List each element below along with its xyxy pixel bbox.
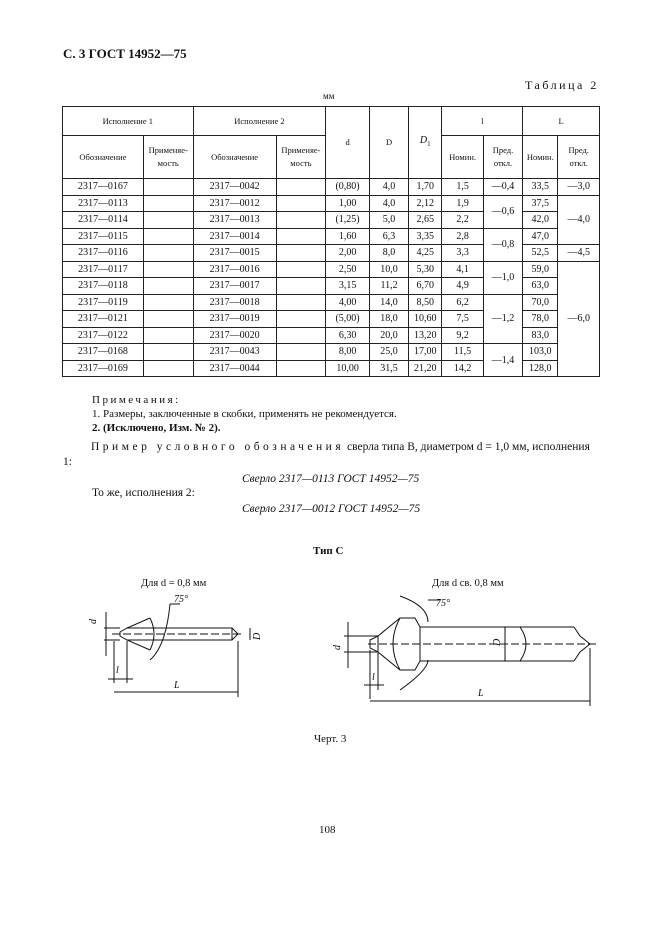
table-cell: 2317—0014	[193, 228, 276, 245]
table-cell: 1,00	[326, 195, 370, 212]
table-cell: —4,0	[558, 195, 600, 245]
right-dim-D: D	[492, 638, 503, 646]
table-cell: 47,0	[523, 228, 558, 245]
table-cell: 2317—0118	[63, 278, 144, 295]
table-cell: 2317—0117	[63, 261, 144, 278]
unit-label: мм	[323, 91, 335, 101]
table-cell: 14,0	[369, 294, 408, 311]
table-cell: 11,2	[369, 278, 408, 295]
table-cell: 2317—0168	[63, 344, 144, 361]
left-dim-l: l	[116, 665, 119, 676]
example-text: сверла типа В, диаметром d = 1,0 мм, исполнения 1:	[63, 441, 590, 468]
table-cell: 2317—0017	[193, 278, 276, 295]
table-cell: 103,0	[523, 344, 558, 361]
table-cell: 4,0	[369, 195, 408, 212]
fig-right-caption: Для d св. 0,8 мм	[432, 578, 504, 589]
formula-exec1: Сверло 2317—0113 ГОСТ 14952—75	[242, 473, 420, 485]
table-cell: —1,2	[483, 294, 522, 344]
note-item-2: 2. (Исключено, Изм. № 2).	[92, 422, 221, 434]
table-cell: 21,20	[409, 360, 442, 377]
header-l-deviation: Пред. откл.	[483, 136, 522, 179]
header-d: d	[326, 107, 370, 179]
left-angle-label: 75°	[174, 594, 188, 605]
table-cell: 2317—0013	[193, 212, 276, 229]
left-dim-L: L	[174, 680, 180, 691]
table-cell: 2317—0122	[63, 327, 144, 344]
header-l: l	[442, 107, 523, 136]
fig-left-caption: Для d = 0,8 мм	[141, 578, 207, 589]
header-L-nominal: Номин.	[523, 136, 558, 179]
table-cell: 2,50	[326, 261, 370, 278]
right-dim-l: l	[372, 672, 375, 683]
header-l-nominal: Номин.	[442, 136, 483, 179]
table-cell: 3,15	[326, 278, 370, 295]
page-header: С. 3 ГОСТ 14952—75	[63, 46, 187, 61]
figure-caption: Черт. 3	[314, 733, 347, 745]
table-cell: 70,0	[523, 294, 558, 311]
header-applicability-2: Применяе- мость	[276, 136, 326, 179]
table-cell: 1,70	[409, 179, 442, 196]
table-cell: 31,5	[369, 360, 408, 377]
table-cell: 2,00	[326, 245, 370, 262]
formula-exec2: Сверло 2317—0012 ГОСТ 14952—75	[242, 503, 421, 515]
table-cell: (1,25)	[326, 212, 370, 229]
table-cell: 4,1	[442, 261, 483, 278]
table-cell: 14,2	[442, 360, 483, 377]
table-cell: 17,00	[409, 344, 442, 361]
table-cell: 4,9	[442, 278, 483, 295]
note-item-1: 1. Размеры, заключенные в скобки, применять не рекомендуется.	[92, 408, 397, 420]
right-dim-L: L	[478, 688, 484, 699]
table-cell: 3,3	[442, 245, 483, 262]
same-label: То же, исполнения 2:	[92, 487, 195, 499]
table-cell: 83,0	[523, 327, 558, 344]
table-cell: 2317—0044	[193, 360, 276, 377]
table-cell: —3,0	[558, 179, 600, 196]
table-cell: (0,80)	[326, 179, 370, 196]
table-cell: 6,3	[369, 228, 408, 245]
table-cell: 2,8	[442, 228, 483, 245]
header-L: L	[523, 107, 600, 136]
table-cell: 25,0	[369, 344, 408, 361]
table-cell: 2317—0015	[193, 245, 276, 262]
table-cell: 2317—0121	[63, 311, 144, 328]
table-cell: —0,8	[483, 228, 522, 261]
table-cell: 78,0	[523, 311, 558, 328]
table-cell: 4,00	[326, 294, 370, 311]
notes-title: Примечания:	[92, 394, 181, 406]
table-cell: 5,0	[369, 212, 408, 229]
right-angle-label: 75°	[436, 598, 450, 609]
table-cell: 18,0	[369, 311, 408, 328]
table-cell: 8,0	[369, 245, 408, 262]
table-cell: 6,2	[442, 294, 483, 311]
table-cell: 2317—0114	[63, 212, 144, 229]
header-applicability-1: Применяе- мость	[143, 136, 193, 179]
table-cell: 20,0	[369, 327, 408, 344]
table-cell: 2317—0167	[63, 179, 144, 196]
header-D: D	[369, 107, 408, 179]
table-cell: 8,50	[409, 294, 442, 311]
table-cell: 10,0	[369, 261, 408, 278]
header-exec2: Исполнение 2	[193, 107, 326, 136]
example-lead: Пример условного обозначения	[91, 441, 345, 453]
table-cell: 1,60	[326, 228, 370, 245]
table-cell: 2317—0169	[63, 360, 144, 377]
table-cell: 33,5	[523, 179, 558, 196]
table-cell: —0,4	[483, 179, 522, 196]
table-cell: 7,5	[442, 311, 483, 328]
table-cell: —6,0	[558, 261, 600, 377]
table-cell: 2317—0116	[63, 245, 144, 262]
table-cell: —4,5	[558, 245, 600, 262]
table-cell: 13,20	[409, 327, 442, 344]
header-L-deviation: Пред. откл.	[558, 136, 600, 179]
table-cell: 10,60	[409, 311, 442, 328]
table-cell: —1,0	[483, 261, 522, 294]
table-cell: —0,6	[483, 195, 522, 228]
table-cell: 37,5	[523, 195, 558, 212]
right-dim-d: d	[332, 645, 343, 650]
table-cell: 2317—0016	[193, 261, 276, 278]
table-cell: 9,2	[442, 327, 483, 344]
table-cell: 2317—0019	[193, 311, 276, 328]
left-dim-D: D	[252, 632, 263, 640]
table-cell: 2,65	[409, 212, 442, 229]
table-cell: 2317—0012	[193, 195, 276, 212]
table-cell: 2317—0042	[193, 179, 276, 196]
table-cell: (5,00)	[326, 311, 370, 328]
table-cell: 10,00	[326, 360, 370, 377]
table-cell: 128,0	[523, 360, 558, 377]
table-cell: 6,30	[326, 327, 370, 344]
table-cell: 4,0	[369, 179, 408, 196]
type-title: Тип С	[313, 545, 344, 557]
table-cell: 6,70	[409, 278, 442, 295]
table-cell: 2317—0020	[193, 327, 276, 344]
table-cell: 1,5	[442, 179, 483, 196]
table-cell: 2317—0018	[193, 294, 276, 311]
page-number: 108	[319, 824, 336, 836]
table-cell: 2317—0115	[63, 228, 144, 245]
table-cell: 2317—0119	[63, 294, 144, 311]
table-cell: 8,00	[326, 344, 370, 361]
table-cell: 2317—0113	[63, 195, 144, 212]
table-cell: 59,0	[523, 261, 558, 278]
table-cell: 2317—0043	[193, 344, 276, 361]
header-designation-1: Обозначение	[63, 136, 144, 179]
header-designation-2: Обозначение	[193, 136, 276, 179]
table-cell: 5,30	[409, 261, 442, 278]
table-cell: 2,12	[409, 195, 442, 212]
table-cell: 3,35	[409, 228, 442, 245]
header-D1: $D_1$	[409, 107, 442, 179]
table-label: Таблица 2	[525, 78, 599, 92]
table-cell: —1,4	[483, 344, 522, 377]
table-cell: 4,25	[409, 245, 442, 262]
table-cell: 42,0	[523, 212, 558, 229]
header-exec1: Исполнение 1	[63, 107, 194, 136]
table-cell: 63,0	[523, 278, 558, 295]
table-cell: 1,9	[442, 195, 483, 212]
table-cell: 2,2	[442, 212, 483, 229]
table-cell: 11,5	[442, 344, 483, 361]
table-cell: 52,5	[523, 245, 558, 262]
left-dim-d: d	[88, 619, 99, 624]
